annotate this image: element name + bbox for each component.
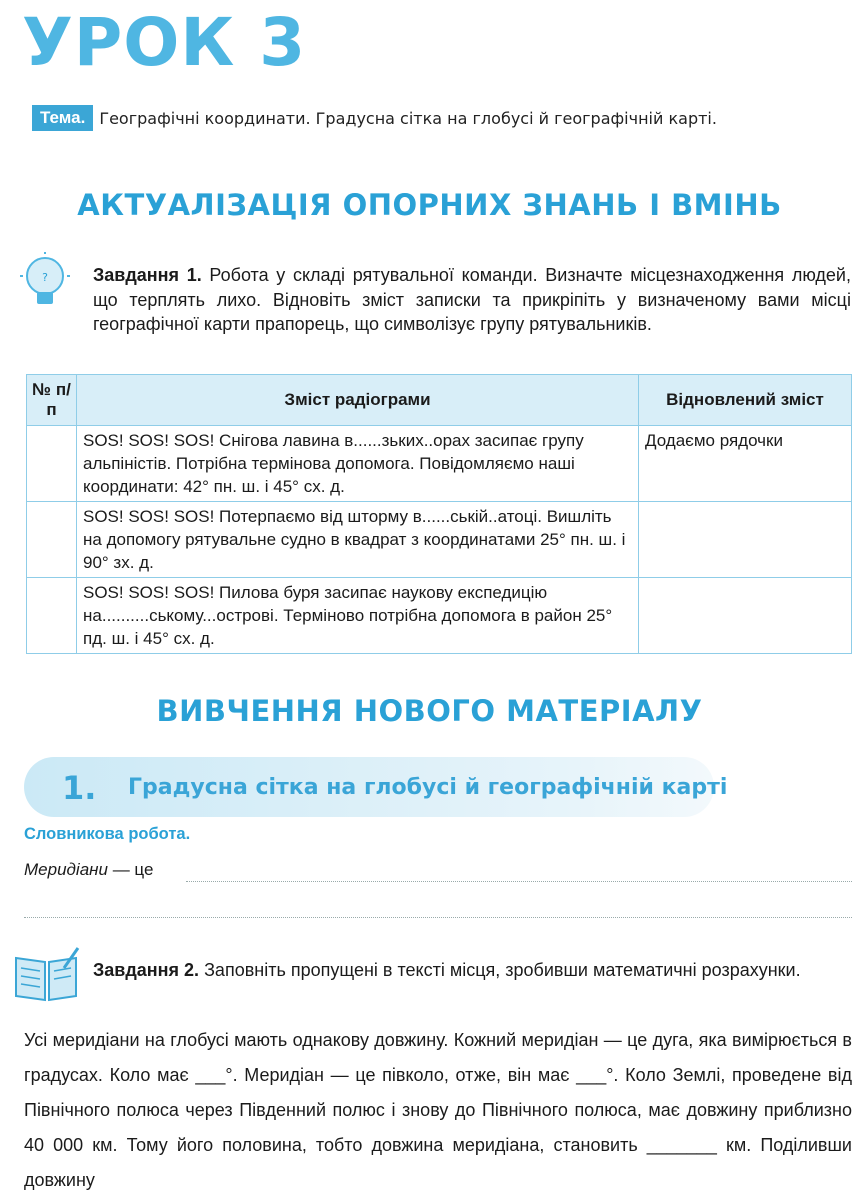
table-header-row <box>27 375 852 426</box>
svg-text:?: ? <box>42 271 48 284</box>
section-heading-review: АКТУАЛІЗАЦІЯ ОПОРНИХ ЗНАНЬ І ВМІНЬ <box>77 188 782 222</box>
col-header-number: № п/п <box>27 375 77 426</box>
lightbulb-icon <box>20 252 70 314</box>
row-number <box>27 426 77 502</box>
lesson-title: УРОК 3 <box>22 4 307 81</box>
row-number <box>27 578 77 654</box>
section-heading-new-material: ВИВЧЕННЯ НОВОГО МАТЕРІАЛУ <box>156 694 703 728</box>
answer-line[interactable] <box>186 880 852 882</box>
table-row <box>27 578 852 654</box>
topic-badge: Тема. <box>32 105 93 131</box>
task2-label: Завдання 2. <box>93 960 200 980</box>
vocab-label: Словникова робота. <box>24 825 191 843</box>
task1-text: Робота у складі рятувальної команди. Визначте місцезнаходження людей, що терплять лихо. Відновіть зміст записки та прикріпіть у визначеному вами місці географічної карти прапорець, що символізує групу рятувальників. <box>93 265 851 334</box>
vocab-dash: — це <box>107 860 154 879</box>
radiogram-content: SOS! SOS! SOS! Снігова лавина в......зьких..орах засипає групу альпіністів. Потрібна термінова допомога. Повідомляємо наші координати: 42° пн. ш. і 45° сх. д. <box>77 426 639 502</box>
subsection-title: Градусна сітка на глобусі й географічній карті <box>128 775 728 800</box>
open-book-icon <box>12 944 82 1004</box>
radiogram-table <box>26 374 852 654</box>
subsection-number: 1. <box>62 769 97 807</box>
restored-content[interactable]: Додаємо рядочки <box>639 426 852 502</box>
topic-row <box>32 104 717 132</box>
vocab-term: Меридіани <box>24 860 108 879</box>
radiogram-content: SOS! SOS! SOS! Потерпаємо від шторму в......ській..атоці. Вишліть на допомогу рятувальне судно в квадрат з координатами 25° пн. ш. і 90° зх. д. <box>77 502 639 578</box>
restored-content[interactable] <box>639 502 852 578</box>
table-row <box>27 426 852 502</box>
table-row <box>27 502 852 578</box>
task1-label: Завдання 1. <box>93 265 202 285</box>
col-header-restored: Відновлений зміст <box>639 375 852 426</box>
col-header-content: Зміст радіограми <box>77 375 639 426</box>
radiogram-content: SOS! SOS! SOS! Пилова буря засипає наукову експедицію на..........ському...острові. Терміново потрібна допомога в район 25° пд. ш. і 45° сх. д. <box>77 578 639 654</box>
task1 <box>93 263 851 337</box>
task2 <box>93 958 851 983</box>
answer-line[interactable] <box>24 916 852 918</box>
vocab-line <box>24 860 153 880</box>
body-paragraph: Усі меридіани на глобусі мають однакову довжину. Кожний меридіан — це дуга, яка вимірюється в градусах. Коло має ___°. Меридіан — це півколо, отже, він має ___°. Коло Землі, проведене від Північного полюса через Південний полюс і знову до Північного полюса, має довжину приблизно 40 000 км. Тому його половина, тобто довжина меридіана, становить _______ км. Поділивши довжину <box>24 1030 852 1190</box>
restored-content[interactable] <box>639 578 852 654</box>
topic-text: Географічні координати. Градусна сітка на глобусі й географічній карті. <box>99 108 717 128</box>
task2-text: Заповніть пропущені в тексті місця, зробивши математичні розрахунки. <box>199 960 801 980</box>
row-number <box>27 502 77 578</box>
